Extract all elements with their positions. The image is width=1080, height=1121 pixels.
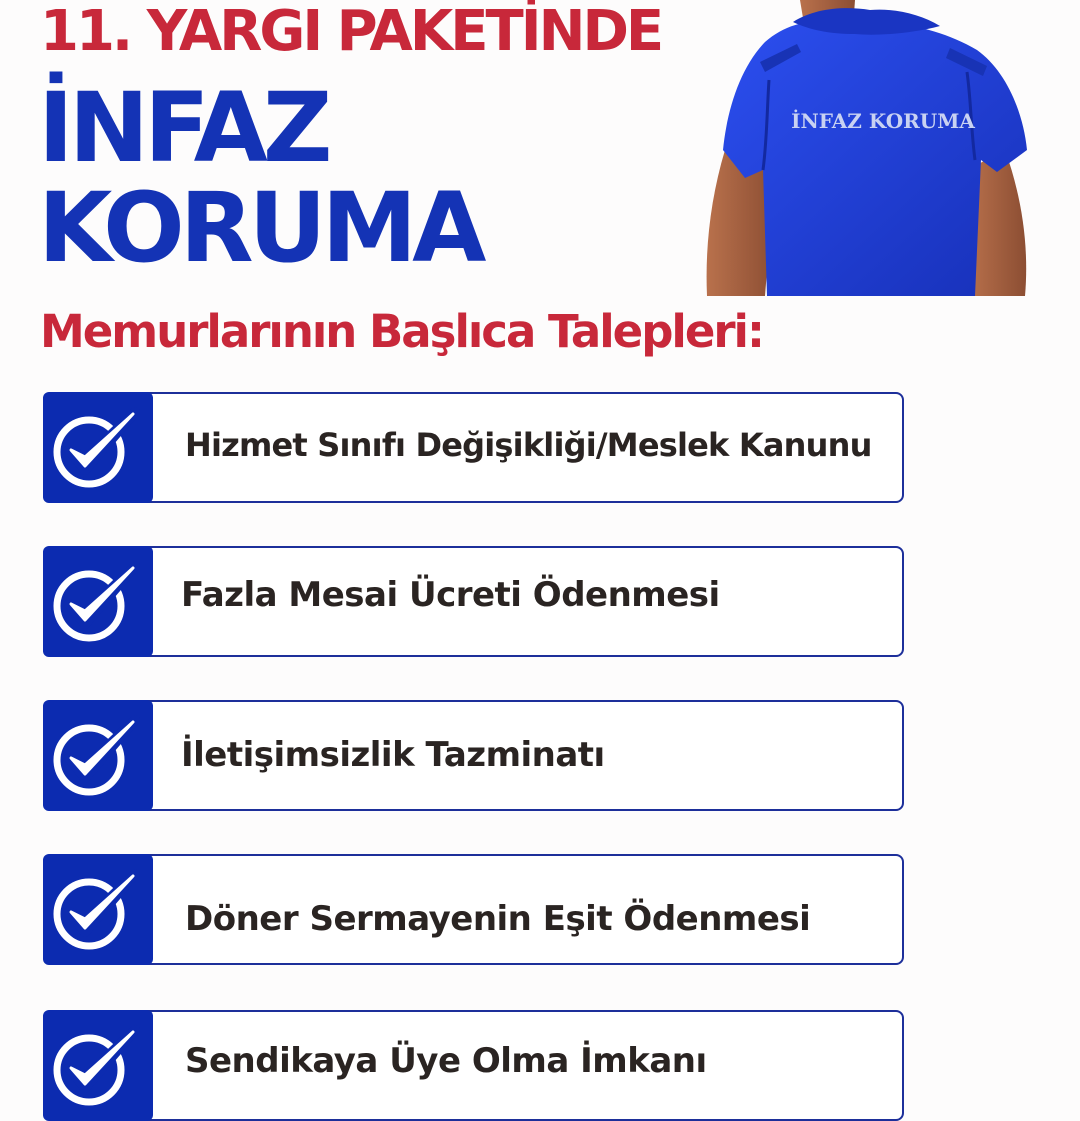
demand-label: Hizmet Sınıfı Değişikliği/Meslek Kanunu xyxy=(185,426,872,464)
headline-infaz: İNFAZ xyxy=(38,72,328,184)
shirt-print: İNFAZ KORUMA xyxy=(791,109,975,133)
check-badge xyxy=(43,392,153,503)
demand-item xyxy=(43,854,903,964)
demand-item xyxy=(43,700,903,810)
demand-item xyxy=(43,392,903,502)
headline-top: 11. YARGI PAKETİNDE xyxy=(40,0,662,64)
check-circle-icon xyxy=(51,864,143,956)
check-badge xyxy=(43,546,153,657)
demand-item xyxy=(43,1010,903,1120)
demand-item xyxy=(43,546,903,656)
demand-label: Fazla Mesai Ücreti Ödenmesi xyxy=(181,575,720,615)
check-badge xyxy=(43,854,153,965)
headline-koruma: KORUMA xyxy=(38,172,482,284)
check-circle-icon xyxy=(51,1020,143,1112)
check-circle-icon xyxy=(51,710,143,802)
demand-label: Sendikaya Üye Olma İmkanı xyxy=(185,1041,707,1081)
check-circle-icon xyxy=(51,402,143,494)
officer-photo xyxy=(705,0,1029,296)
check-badge xyxy=(43,700,153,811)
demand-label: Döner Sermayenin Eşit Ödenmesi xyxy=(185,899,811,939)
subheadline: Memurlarının Başlıca Talepleri: xyxy=(40,305,763,358)
demand-label: İletişimsizlik Tazminatı xyxy=(181,735,605,775)
check-circle-icon xyxy=(51,556,143,648)
check-badge xyxy=(43,1010,153,1121)
